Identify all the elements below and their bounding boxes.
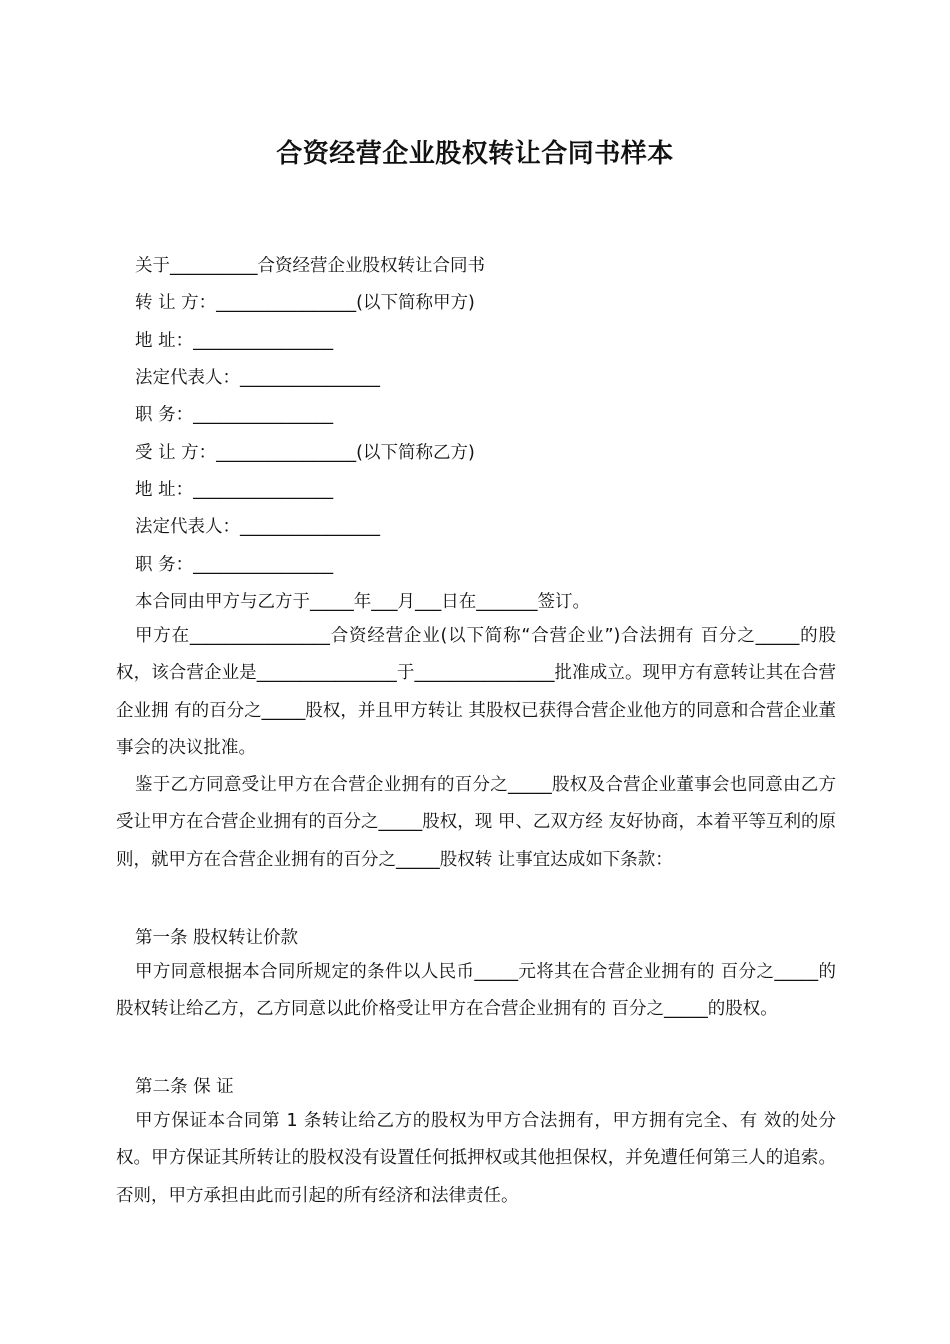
transferee-address-line: 地 址：________________	[135, 480, 334, 500]
article-1-heading: 第一条 股权转让价款	[135, 928, 299, 948]
transferee-position-line: 职 务：________________	[135, 555, 334, 575]
transferor-address-line: 地 址：________________	[135, 331, 334, 351]
transferor-legal-rep-line: 法定代表人：________________	[135, 368, 380, 388]
signing-date-line: 本合同由甲方与乙方于_____年___月___日在_______签订。	[135, 592, 590, 612]
contract-subject-line: 关于__________合资经营企业股权转让合同书	[135, 256, 485, 276]
article-2-heading: 第二条 保 证	[135, 1077, 234, 1097]
transferee-line: 受 让 方：________________(以下简称乙方)	[135, 443, 475, 463]
transferor-position-line: 职 务：________________	[135, 405, 334, 425]
paragraph-transfer-price: 甲方同意根据本合同所规定的条件以人民币_____元将其在合营企业拥有的 百分之_____的股权转让给乙方，乙方同意以此价格受让甲方在合营企业拥有的 百分之_____的股权。	[116, 962, 836, 1020]
transferee-legal-rep-line: 法定代表人：________________	[135, 517, 380, 537]
transferor-line: 转 让 方：________________(以下简称甲方)	[135, 293, 475, 313]
paragraph-guarantee: 甲方保证本合同第 1 条转让给乙方的股权为甲方合法拥有，甲方拥有完全、有 效的处分权。甲方保证其所转让的股权没有设置任何抵押权或其他担保权，并免遭任何第三人的追索。否则，甲方承担由此而引起的所有经济和法律责任。	[116, 1111, 836, 1206]
document-title: 合资经营企业股权转让合同书样本	[276, 139, 674, 169]
paragraph-equity-ownership: 甲方在________________合资经营企业(以下简称“合营企业”)合法拥有 百分之_____的股权，该合营企业是________________于________________批准成立。现甲方有意转让其在合营企业拥 有的百分之_____股权，并且甲方转让 其股权已获得合营企业他方的同意和合营企业董事会的决议批准。	[116, 626, 836, 758]
paragraph-whereas: 鉴于乙方同意受让甲方在合营企业拥有的百分之_____股权及合营企业董事会也同意由乙方受让甲方在合营企业拥有的百分之_____股权，现 甲、乙双方经 友好协商，本着平等互利的原则，就甲方在合营企业拥有的百分之_____股权转 让事宜达成如下条款：	[116, 775, 836, 870]
